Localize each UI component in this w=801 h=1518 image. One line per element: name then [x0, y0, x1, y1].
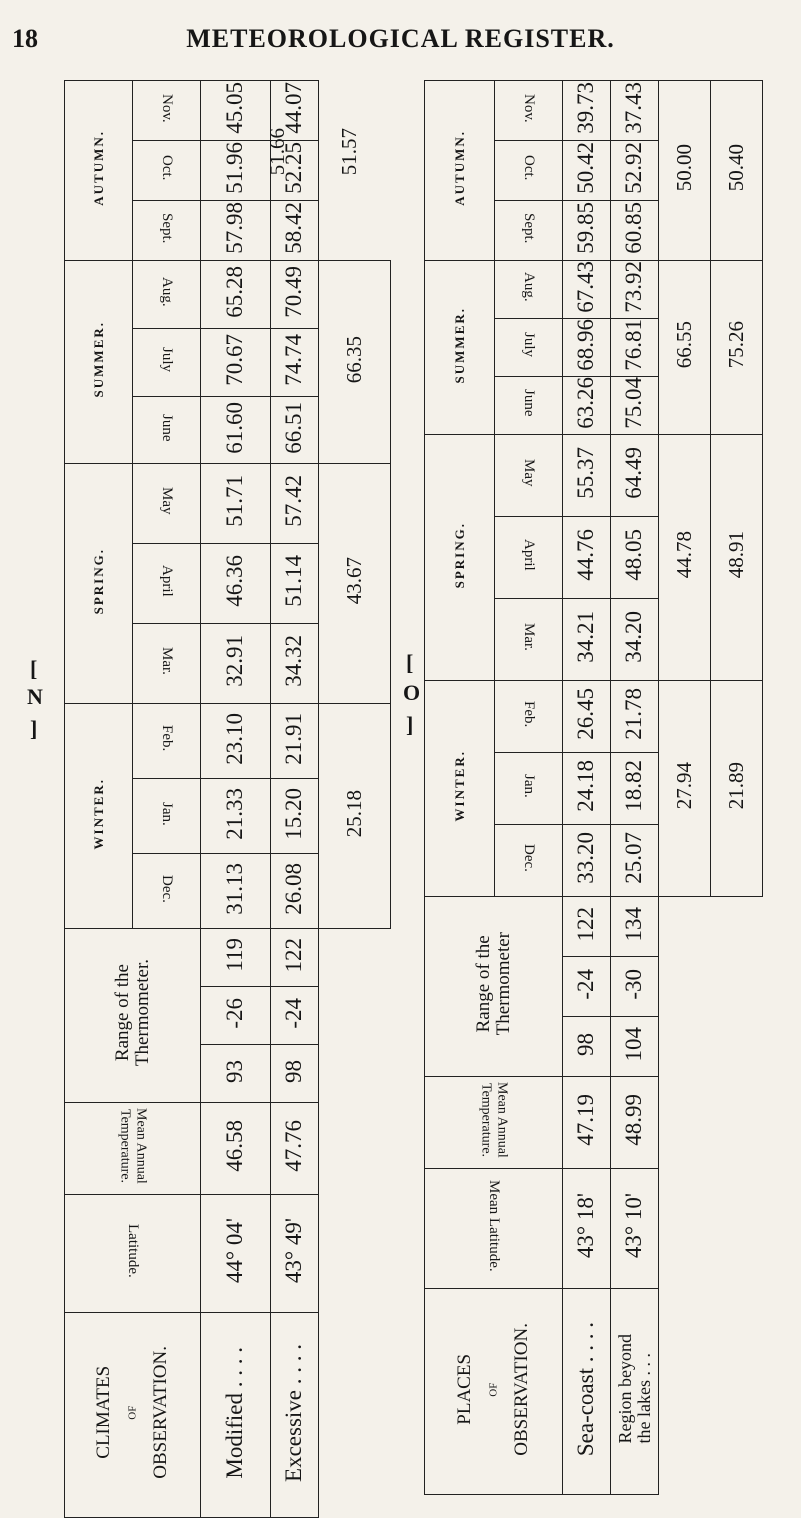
left-climates-header: CLIMATES OF OBSERVATION. — [65, 1313, 201, 1518]
left-summer-aug-excessive: 70.49 — [271, 261, 319, 329]
right-range-empty — [659, 897, 763, 1077]
left-winter-jan-excessive: 15.20 — [271, 779, 319, 854]
right-autumn-nov-excessive: 37.43 — [611, 81, 659, 141]
right-summer-aug-excessive: 73.92 — [611, 261, 659, 319]
right-spring-mar-modified: 34.21 — [563, 599, 611, 681]
left-spring-label: SPRING. — [65, 464, 133, 704]
right-summer-col-july: July — [495, 319, 563, 377]
right-autumn-label: AUTUMN. — [425, 81, 495, 261]
right-spring-avg-excessive: 48.91 — [711, 435, 763, 681]
margin-bracket-close-2: ] — [406, 712, 414, 737]
right-winter-feb-excessive: 21.78 — [611, 681, 659, 753]
left-spring-col-april: April — [133, 544, 201, 624]
right-spring-col-april: April — [495, 517, 563, 599]
right-spring-col-may: May — [495, 435, 563, 517]
right-summer-avg-modified: 66.55 — [659, 261, 711, 435]
left-summer-june-excessive: 66.51 — [271, 397, 319, 464]
left-autumn-label: AUTUMN. — [65, 81, 133, 261]
right-mean-header: Mean Annual Temperature. — [425, 1077, 563, 1169]
left-summer-col-aug: Aug. — [133, 261, 201, 329]
left-winter-dec-modified: 31.13 — [201, 854, 271, 929]
right-latitude-excessive: 43° 10' — [611, 1169, 659, 1289]
right-autumn-oct-excessive: 52.92 — [611, 141, 659, 201]
right-autumn-avg-excessive: 50.40 — [711, 81, 763, 261]
right-spring-april-excessive: 48.05 — [611, 517, 659, 599]
page-number: 18 — [12, 24, 38, 53]
left-range-min-modified: -26 — [201, 987, 271, 1045]
right-places-header: PLACES OF OBSERVATION. — [425, 1289, 563, 1495]
left-latitude-excessive: 43° 49' — [271, 1195, 319, 1313]
left-autumn-col-oct: Oct. — [133, 141, 201, 201]
left-autumn-nov-modified: 45.05 — [201, 81, 271, 141]
right-range-max-modified: 98 — [563, 1017, 611, 1077]
left-summer-june-modified: 61.60 — [201, 397, 271, 464]
right-winter-col-jan: Jan. — [495, 753, 563, 825]
right-range-header: Range of the Thermometer — [425, 897, 563, 1077]
right-summer-june-excessive: 75.04 — [611, 377, 659, 435]
left-range-max-modified: 93 — [201, 1045, 271, 1103]
left-autumn-avg-modified: 51.66 — [265, 128, 289, 176]
right-autumn-col-nov: Nov. — [495, 81, 563, 141]
margin-letter-o: O — [403, 680, 421, 705]
left-winter-col-dec: Dec. — [133, 854, 201, 929]
left-spring-mar-modified: 32.91 — [201, 624, 271, 704]
right-winter-jan-modified: 24.18 — [563, 753, 611, 825]
left-autumn-nov-excessive: 44.07 — [271, 81, 319, 141]
right-mean-excessive: 48.99 — [611, 1077, 659, 1169]
right-range-min-modified: -24 — [563, 957, 611, 1017]
page-header — [0, 24, 801, 64]
left-spring-col-mar: Mar. — [133, 624, 201, 704]
left-range-span-excessive: 122 — [271, 929, 319, 987]
margin-bracket-open: [ — [30, 656, 38, 681]
left-spring-april-excessive: 51.14 — [271, 544, 319, 624]
left-latitude-header: Latitude. — [65, 1195, 201, 1313]
left-spring-april-modified: 46.36 — [201, 544, 271, 624]
left-summer-label: SUMMER. — [65, 261, 133, 464]
right-winter-dec-excessive: 25.07 — [611, 825, 659, 897]
margin-bracket-open-2: [ — [406, 650, 414, 675]
left-mean-excessive: 47.76 — [271, 1103, 319, 1195]
right-winter-col-feb: Feb. — [495, 681, 563, 753]
left-spring-may-excessive: 57.42 — [271, 464, 319, 544]
left-autumn-oct-modified: 51.96 — [201, 141, 271, 201]
right-spring-mar-excessive: 34.20 — [611, 599, 659, 681]
left-summer-col-june: June — [133, 397, 201, 464]
right-winter-label: WINTER. — [425, 681, 495, 897]
right-winter-jan-excessive: 18.82 — [611, 753, 659, 825]
margin-bracket-close: ] — [30, 716, 38, 741]
right-winter-feb-modified: 26.45 — [563, 681, 611, 753]
margin-letter-n: N — [27, 684, 43, 709]
right-autumn-oct-modified: 50.42 — [563, 141, 611, 201]
right-autumn-sept-modified: 59.85 — [563, 201, 611, 261]
left-autumn-oct-excessive: 52.25 — [271, 141, 319, 201]
right-mean-modified: 47.19 — [563, 1077, 611, 1169]
right-winter-dec-modified: 33.20 — [563, 825, 611, 897]
left-autumn-sept-modified: 57.98 — [201, 201, 271, 261]
right-climate-table — [424, 80, 763, 1495]
left-climate-table — [64, 80, 391, 1518]
left-winter-avg-modified: 25.18 — [319, 704, 391, 929]
right-range-span-excessive: 134 — [611, 897, 659, 957]
right-spring-may-modified: 55.37 — [563, 435, 611, 517]
right-latitude-modified: 43° 18' — [563, 1169, 611, 1289]
left-winter-feb-excessive: 21.91 — [271, 704, 319, 779]
right-range-span-modified: 122 — [563, 897, 611, 957]
left-range-min-excessive: -24 — [271, 987, 319, 1045]
left-spring-avg-modified: 43.67 — [319, 464, 391, 704]
left-mean-header: Mean Annual Temperature. — [65, 1103, 201, 1195]
right-spring-col-mar: Mar. — [495, 599, 563, 681]
left-winter-col-jan: Jan. — [133, 779, 201, 854]
right-spring-april-modified: 44.76 — [563, 517, 611, 599]
right-lower-empty — [659, 1077, 763, 1495]
page-title: METEOROLOGICAL REGISTER. — [186, 24, 615, 53]
right-range-max-excessive: 104 — [611, 1017, 659, 1077]
left-winter-jan-modified: 21.33 — [201, 779, 271, 854]
right-autumn-nov-modified: 39.73 — [563, 81, 611, 141]
left-summer-avg-modified: 66.35 — [319, 261, 391, 464]
left-range-max-excessive: 98 — [271, 1045, 319, 1103]
left-autumn-sept-excessive: 58.42 — [271, 201, 319, 261]
left-autumn-col-sept: Sept. — [133, 201, 201, 261]
right-summer-col-aug: Aug. — [495, 261, 563, 319]
left-range-span-modified: 119 — [201, 929, 271, 987]
right-winter-avg-excessive: 21.89 — [711, 681, 763, 897]
left-winter-dec-excessive: 26.08 — [271, 854, 319, 929]
left-spring-may-modified: 51.71 — [201, 464, 271, 544]
right-winter-avg-modified: 27.94 — [659, 681, 711, 897]
left-row-label-modified: Modified . . . . — [201, 1313, 271, 1518]
left-winter-col-feb: Feb. — [133, 704, 201, 779]
right-summer-aug-modified: 67.43 — [563, 261, 611, 319]
right-latitude-header: Mean Latitude. — [425, 1169, 563, 1289]
right-summer-june-modified: 63.26 — [563, 377, 611, 435]
right-range-min-excessive: -30 — [611, 957, 659, 1017]
right-summer-avg-excessive: 75.26 — [711, 261, 763, 435]
right-summer-july-modified: 68.96 — [563, 319, 611, 377]
right-spring-avg-modified: 44.78 — [659, 435, 711, 681]
right-winter-col-dec: Dec. — [495, 825, 563, 897]
left-autumn-avg-excessive: 51.57 — [337, 128, 361, 176]
right-autumn-col-sept: Sept. — [495, 201, 563, 261]
left-row-label-excessive: Excessive . . . . — [271, 1313, 319, 1518]
right-autumn-sept-excessive: 60.85 — [611, 201, 659, 261]
right-autumn-col-oct: Oct. — [495, 141, 563, 201]
left-mean-modified: 46.58 — [201, 1103, 271, 1195]
left-spring-mar-excessive: 34.32 — [271, 624, 319, 704]
left-range-empty — [319, 929, 391, 1103]
left-range-header: Range of the Thermometer. — [65, 929, 201, 1103]
right-row-label-region-beyond: Region beyond the lakes . . . — [611, 1289, 659, 1495]
left-summer-july-modified: 70.67 — [201, 329, 271, 397]
right-summer-col-june: June — [495, 377, 563, 435]
left-lower-empty — [319, 1103, 391, 1518]
right-row-label-sea-coast: Sea-coast . . . . — [563, 1289, 611, 1495]
left-winter-feb-modified: 23.10 — [201, 704, 271, 779]
right-summer-july-excessive: 76.81 — [611, 319, 659, 377]
left-spring-col-may: May — [133, 464, 201, 544]
right-summer-label: SUMMER. — [425, 261, 495, 435]
left-summer-aug-modified: 65.28 — [201, 261, 271, 329]
right-spring-label: SPRING. — [425, 435, 495, 681]
right-autumn-avg-modified: 50.00 — [659, 81, 711, 261]
left-latitude-modified: 44° 04' — [201, 1195, 271, 1313]
left-summer-col-july: July — [133, 329, 201, 397]
left-winter-label: WINTER. — [65, 704, 133, 929]
left-summer-july-excessive: 74.74 — [271, 329, 319, 397]
left-autumn-col-nov: Nov. — [133, 81, 201, 141]
right-spring-may-excessive: 64.49 — [611, 435, 659, 517]
